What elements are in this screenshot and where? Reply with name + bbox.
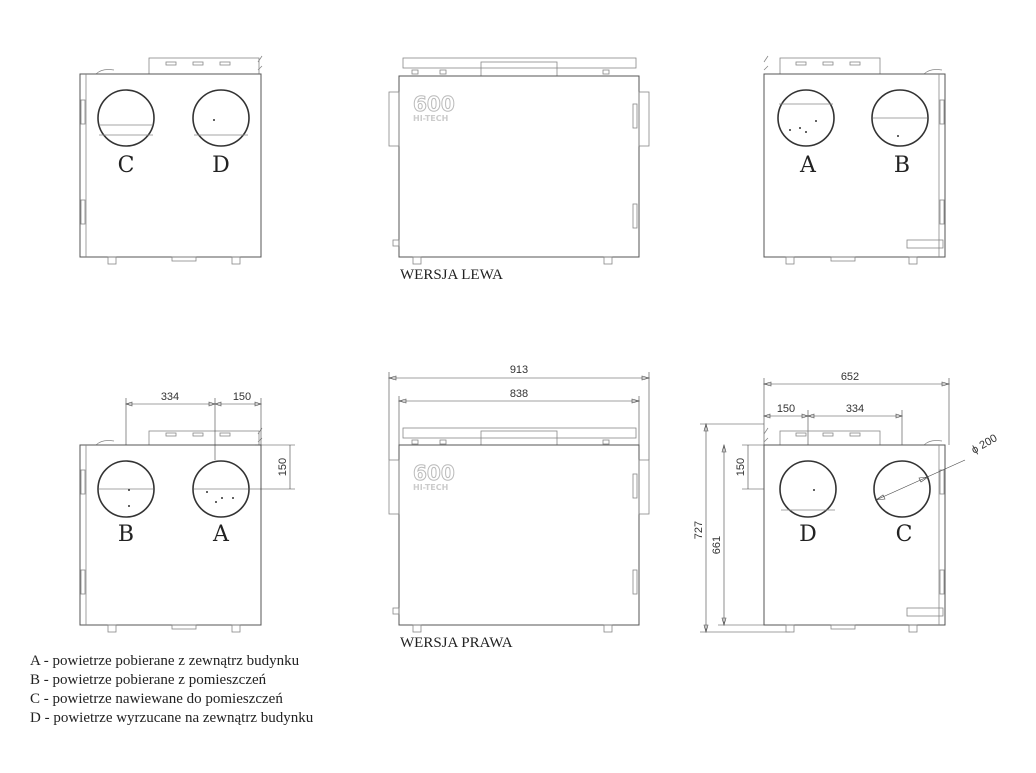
- label-top-right-a: A: [800, 153, 816, 178]
- dim-br-334: 334: [845, 403, 865, 415]
- view-top-middle: [389, 58, 649, 283]
- dim-br-652: 652: [840, 371, 860, 383]
- label-bottom-left-b: B: [117, 522, 135, 547]
- view-top-right: [764, 56, 945, 264]
- logo-brand-top: HI-TECH: [413, 114, 449, 123]
- dim-br-661: 661: [711, 535, 723, 555]
- view-bottom-right: [693, 371, 999, 632]
- view-bottom-middle: [389, 364, 649, 651]
- label-bottom-right-c: C: [895, 522, 913, 547]
- logo-brand-bottom: HI-TECH: [413, 483, 449, 492]
- logo-model-top: 600: [413, 92, 455, 116]
- legend-item-c: C - powietrze nawiewane do pomieszczeń: [30, 691, 283, 707]
- label-top-left-d: D: [212, 153, 230, 178]
- label-top-left-c: C: [117, 153, 135, 178]
- dim-bm-913: 913: [509, 364, 529, 376]
- caption-left-version: WERSJA LEWA: [400, 267, 503, 283]
- legend-item-a: A - powietrze pobierane z zewnątrz budynku: [30, 653, 300, 669]
- logo-model-bottom: 600: [413, 461, 455, 485]
- legend-item-b: B - powietrze pobierane z pomieszczeń: [30, 672, 267, 688]
- label-top-right-b: B: [893, 153, 911, 178]
- label-bottom-left-a: A: [213, 522, 229, 547]
- view-top-left: [80, 56, 262, 264]
- dim-br-diameter: ϕ 200: [969, 432, 1000, 457]
- view-bottom-left: [80, 391, 295, 632]
- caption-right-version: WERSJA PRAWA: [400, 635, 513, 651]
- legend-item-d: D - powietrze wyrzucane na zewnątrz budynku: [30, 710, 314, 726]
- legend: [30, 652, 313, 728]
- dim-br-150: 150: [776, 403, 796, 415]
- dim-br-150-vert: 150: [735, 457, 747, 477]
- dim-bl-150-vert: 150: [277, 457, 289, 477]
- dim-bm-838: 838: [509, 388, 529, 400]
- dim-bl-334: 334: [160, 391, 180, 403]
- dim-br-727: 727: [693, 520, 705, 540]
- dim-bl-150: 150: [232, 391, 252, 403]
- label-bottom-right-d: D: [799, 522, 817, 547]
